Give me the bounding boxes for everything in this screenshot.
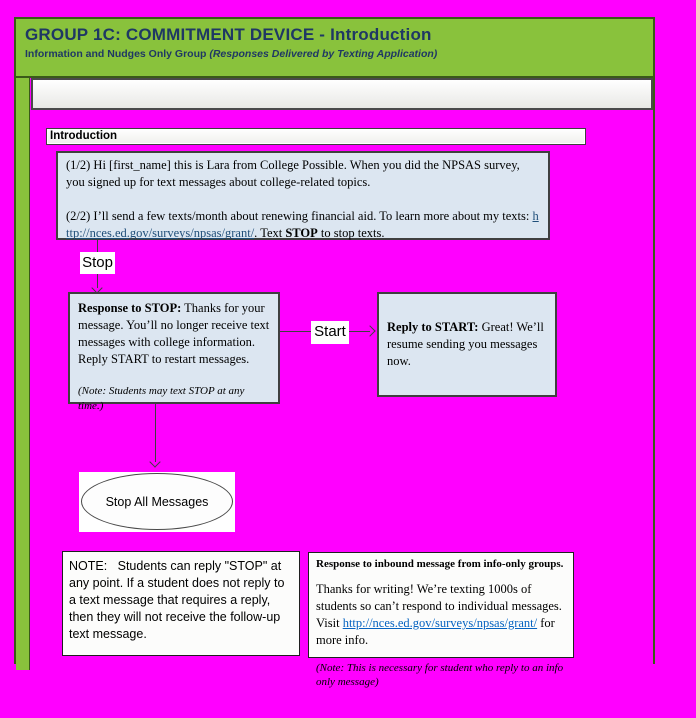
response-to-stop-text: Response to STOP: Thanks for your message. You’ll no longer receive text messages with college information. Reply START to restart messages.	[78, 301, 270, 366]
response-to-stop-box	[68, 292, 280, 412]
intro-message-box	[56, 151, 550, 240]
inbound-response-body: Thanks for writing! We’re texting 1000s of students so can’t respond to individual messages. Visit http://nces.ed.gov/surveys/npsas/grant/ for more info.	[316, 582, 562, 647]
terminator-shape-frame	[79, 472, 235, 532]
reply-to-start-text: Reply to START: Great! We’ll resume sending you messages now.	[387, 320, 544, 368]
diagram-frame	[14, 17, 655, 688]
arrow-right-icon	[364, 325, 375, 336]
inbound-response-title: Response to inbound message from info-only groups.	[316, 558, 564, 570]
subtitle-plain: Information and Nudges Only Group	[25, 48, 210, 60]
inbound-response-note: (Note: This is necessary for student who reply to an info only message)	[316, 662, 564, 688]
stop-connector-label: Stop	[80, 252, 115, 274]
npsas-grant-link[interactable]: http://nces.ed.gov/surveys/npsas/grant/	[66, 209, 539, 240]
stop-keyword: STOP	[285, 226, 318, 240]
intro-message-part2: (2/2) I’ll send a few texts/month about renewing financial aid. To learn more about my texts: http://nces.ed.gov/surveys/npsas/grant/. Text STOP to stop texts.	[66, 209, 539, 240]
page-subtitle	[25, 47, 653, 61]
terminator-connector-line	[155, 404, 156, 462]
response-to-stop-note: (Note: Students may text STOP at any time.)	[78, 385, 245, 412]
note-box: NOTE: Students can reply "STOP" at any point. If a student does not reply to a text message that requires a reply, then they will not receive the follow-up text message.	[62, 551, 300, 656]
header-band	[16, 19, 653, 78]
stop-all-messages-terminator	[81, 473, 233, 530]
section-label: Introduction	[46, 128, 586, 145]
page-title: GROUP 1C: COMMITMENT DEVICE - Introduction	[25, 25, 432, 44]
flowchart-canvas	[30, 78, 653, 688]
subtitle-italic: (Responses Delivered by Texting Application)	[209, 48, 438, 60]
left-green-gutter	[16, 78, 30, 670]
empty-toolbar-panel	[31, 78, 653, 110]
start-connector-label: Start	[311, 321, 349, 344]
intro-message-part1: (1/2) Hi [first_name] this is Lara from College Possible. When you did the NPSAS survey, you signed up for text messages about college-related topics.	[66, 158, 520, 189]
inbound-response-box	[308, 552, 574, 688]
arrow-down-icon	[149, 456, 160, 467]
reply-to-start-box	[377, 292, 557, 397]
terminator-label: Stop All Messages	[105, 494, 209, 509]
npsas-grant-link[interactable]: http://nces.ed.gov/surveys/npsas/grant/	[342, 616, 538, 630]
body-row	[16, 78, 653, 688]
